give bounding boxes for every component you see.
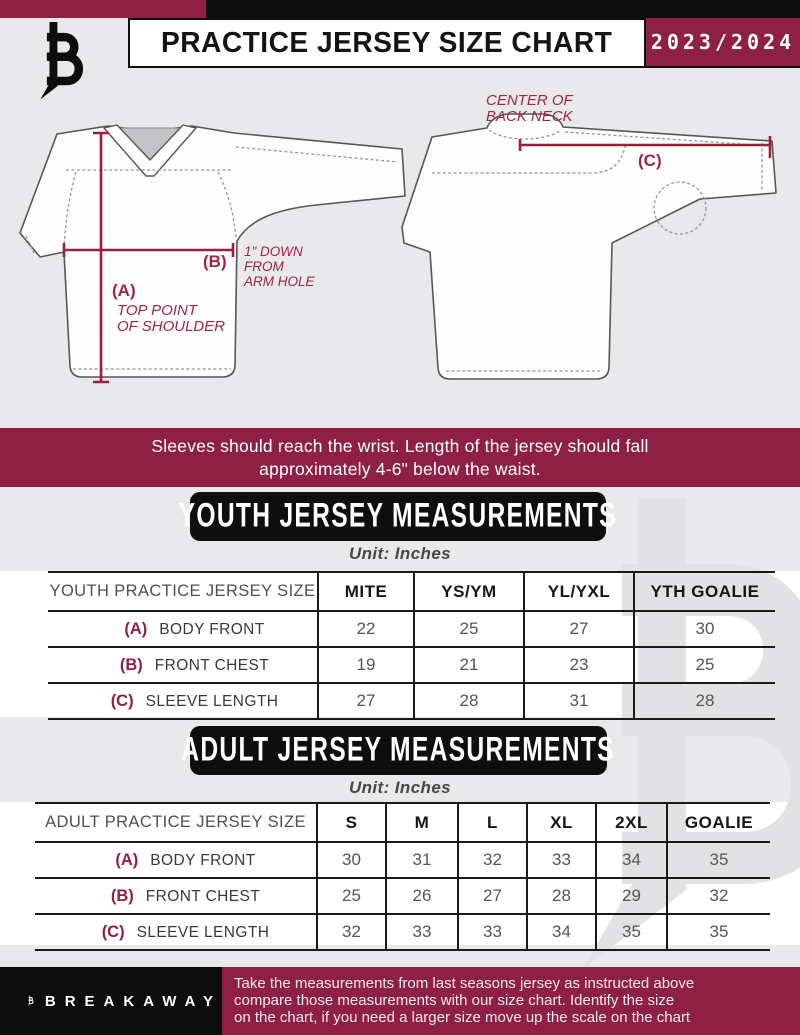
youth-col-header-1: MITE: [318, 572, 414, 611]
adult-col-header-1: S: [317, 803, 386, 842]
row-label: FRONT CHEST: [154, 656, 270, 674]
adult-col-header-0: ADULT PRACTICE JERSEY SIZE: [35, 803, 317, 842]
footer-line-1: Take the measurements from last seasons jersey as instructed above: [234, 975, 695, 992]
cell-value: 25: [317, 878, 386, 914]
adult-measurements-banner: [181, 726, 616, 775]
label-a-line1: TOP POINT: [117, 302, 198, 319]
row-key: (B): [110, 886, 134, 905]
label-a-line2: OF SHOULDER: [117, 318, 226, 335]
table-row: [48, 647, 775, 683]
cell-value: 34: [527, 914, 596, 950]
cell-value: 30: [317, 842, 386, 878]
breakaway-b-logo-icon-footer: [26, 979, 35, 1023]
cell-value: 28: [527, 878, 596, 914]
row-label: SLEEVE LENGTH: [136, 923, 270, 941]
adult-col-header-5: 2XL: [596, 803, 667, 842]
cell-value: 32: [458, 842, 527, 878]
table-row: [35, 914, 770, 950]
cell-value: 32: [667, 878, 770, 914]
cell-value: 27: [458, 878, 527, 914]
footer-line-3: on the chart, if you need a larger size move up the scale on the chart: [234, 1008, 691, 1026]
breakaway-b-logo-icon: [24, 22, 96, 102]
youth-table-header-row: [48, 572, 775, 611]
footer-brand-name: BREAKAWAY: [44, 992, 222, 1010]
youth-col-header-0: YOUTH PRACTICE JERSEY SIZE: [48, 572, 318, 611]
cell-value: 27: [318, 683, 414, 719]
table-row: [48, 683, 775, 719]
table-row: [35, 842, 770, 878]
cell-value: 21: [414, 647, 524, 683]
footer-brand-block: [0, 967, 222, 1035]
season-box: [646, 18, 800, 68]
row-key: (A): [124, 619, 148, 638]
table-row: [48, 611, 775, 647]
youth-col-header-2: YS/YM: [414, 572, 524, 611]
cell-value: 35: [596, 914, 667, 950]
youth-size-table: [48, 571, 775, 720]
youth-unit-label: Unit: Inches: [348, 544, 452, 563]
cell-value: 26: [386, 878, 458, 914]
cell-value: 25: [634, 647, 775, 683]
cell-value: 30: [634, 611, 775, 647]
cell-value: 34: [596, 842, 667, 878]
row-key: (B): [119, 655, 143, 674]
label-c-line2: BACK NECK: [486, 108, 573, 125]
row-label: BODY FRONT: [150, 851, 256, 869]
row-label: SLEEVE LENGTH: [145, 692, 279, 710]
cell-value: 27: [524, 611, 634, 647]
footer-instructions: [222, 967, 800, 1035]
label-b-line2: FROM: [244, 259, 284, 274]
page-title-box: [128, 18, 646, 68]
cell-value: 31: [386, 842, 458, 878]
label-b-line3: ARM HOLE: [244, 274, 315, 289]
header-maroon-strip: [0, 0, 206, 18]
cell-value: 33: [458, 914, 527, 950]
cell-value: 33: [386, 914, 458, 950]
adult-col-header-2: M: [386, 803, 458, 842]
row-key: (A): [115, 850, 139, 869]
cell-value: 25: [414, 611, 524, 647]
adult-unit-label: Unit: Inches: [348, 778, 452, 797]
adult-table-header-row: [35, 803, 770, 842]
cell-value: 35: [667, 914, 770, 950]
row-key: (C): [110, 691, 134, 710]
cell-value: 33: [527, 842, 596, 878]
back-jersey-outline: [402, 114, 776, 379]
adult-col-header-3: L: [458, 803, 527, 842]
cell-value: 28: [634, 683, 775, 719]
cell-value: 22: [318, 611, 414, 647]
row-label: FRONT CHEST: [145, 887, 261, 905]
footer-line-2: compare those measurements with our size chart. Identify the size: [234, 991, 675, 1009]
jersey-diagrams: [0, 68, 800, 428]
notice-banner: [0, 428, 800, 487]
cell-value: 31: [524, 683, 634, 719]
cell-value: 19: [318, 647, 414, 683]
season-label: 2023/2024: [650, 30, 796, 54]
youth-col-header-3: YL/YXL: [524, 572, 634, 611]
notice-line-1: Sleeves should reach the wrist. Length of the jersey should fall: [151, 435, 649, 456]
cell-value: 23: [524, 647, 634, 683]
cell-value: 32: [317, 914, 386, 950]
page-title: PRACTICE JERSEY SIZE CHART: [161, 26, 613, 59]
cell-value: 35: [667, 842, 770, 878]
adult-size-table: [35, 802, 770, 951]
table-row: [35, 878, 770, 914]
label-c-key: (C): [638, 151, 662, 170]
header-black-strip: [206, 0, 800, 18]
row-key: (C): [101, 922, 125, 941]
adult-col-header-4: XL: [527, 803, 596, 842]
youth-banner-title: YOUTH JERSEY MEASUREMENTS: [178, 497, 618, 535]
cell-value: 28: [414, 683, 524, 719]
adult-banner-title: ADULT JERSEY MEASUREMENTS: [181, 731, 616, 769]
label-c-line1: CENTER OF: [486, 92, 573, 109]
notice-line-2: approximately 4-6" below the waist.: [259, 458, 541, 479]
row-label: BODY FRONT: [159, 620, 265, 638]
youth-col-header-4: YTH GOALIE: [634, 572, 775, 611]
label-a-key: (A): [112, 281, 136, 300]
cell-value: 29: [596, 878, 667, 914]
youth-measurements-banner: [178, 492, 618, 541]
label-b-key: (B): [203, 252, 227, 271]
label-b-line1: 1" DOWN: [244, 244, 303, 259]
adult-col-header-6: GOALIE: [667, 803, 770, 842]
